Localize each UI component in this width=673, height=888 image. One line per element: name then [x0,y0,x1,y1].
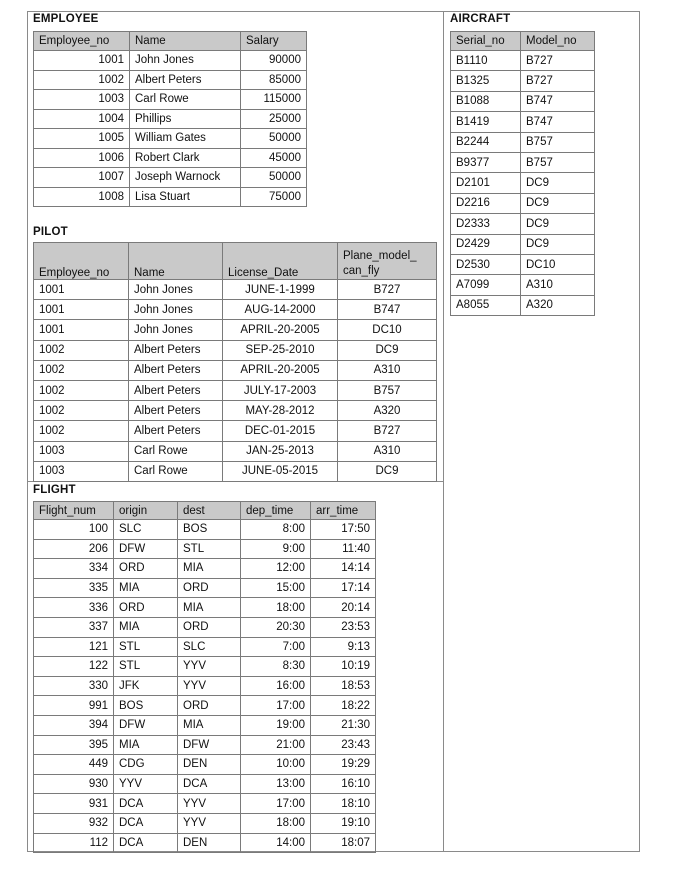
flight-cell-arr-time: 18:53 [311,676,376,696]
employee-row [34,51,307,71]
employee-cell-salary: 50000 [241,129,307,149]
pilot-cell-employee-no: 1002 [34,380,129,400]
aircraft-cell-serial-no: B1325 [451,71,521,91]
flight-cell-arr-time: 17:50 [311,520,376,540]
flight-cell-dest: DEN [178,755,241,775]
flight-row [34,696,376,716]
aircraft-cell-serial-no: A7099 [451,275,521,295]
pilot-row [34,461,437,481]
pilot-row [34,360,437,380]
pilot-cell-license-date: APRIL-20-2005 [223,360,338,380]
pilot-cell-license-date: SEP-25-2010 [223,340,338,360]
aircraft-title: AIRCRAFT [450,13,511,25]
flight-cell-dest: ORD [178,578,241,598]
flight-cell-dest: DFW [178,735,241,755]
flight-cell-flight-num: 336 [34,598,114,618]
pilot-cell-name: Albert Peters [129,340,223,360]
flight-cell-arr-time: 19:10 [311,813,376,833]
flight-cell-dest: SLC [178,637,241,657]
pilot-cell-plane-model: DC9 [338,461,437,481]
employee-cell-salary: 85000 [241,70,307,90]
flight-cell-flight-num: 449 [34,755,114,775]
flight-cell-dep-time: 10:00 [241,755,311,775]
employee-table [33,31,307,207]
pilot-row [34,421,437,441]
flight-cell-flight-num: 932 [34,813,114,833]
aircraft-cell-model-no: B727 [521,71,595,91]
flight-header-origin: origin [114,502,178,520]
aircraft-row [451,193,595,213]
flight-cell-origin: BOS [114,696,178,716]
pilot-row [34,380,437,400]
pilot-cell-license-date: MAY-28-2012 [223,401,338,421]
flight-row [34,617,376,637]
aircraft-row [451,214,595,234]
employee-cell-employee-no: 1008 [34,187,130,207]
flight-cell-dest: DCA [178,774,241,794]
flight-cell-dep-time: 8:00 [241,520,311,540]
pilot-cell-employee-no: 1001 [34,280,129,300]
employee-cell-salary: 75000 [241,187,307,207]
pilot-cell-name: Albert Peters [129,421,223,441]
flight-cell-origin: JFK [114,676,178,696]
flight-cell-origin: SLC [114,520,178,540]
employee-row [34,90,307,110]
flight-cell-flight-num: 206 [34,539,114,559]
flight-cell-flight-num: 991 [34,696,114,716]
flight-cell-flight-num: 335 [34,578,114,598]
aircraft-cell-model-no: B757 [521,132,595,152]
employee-row [34,129,307,149]
flight-cell-dest: YYV [178,794,241,814]
aircraft-header-serial-no: Serial_no [451,32,521,51]
pilot-row [34,280,437,300]
aircraft-cell-serial-no: B2244 [451,132,521,152]
aircraft-table [450,31,595,316]
flight-row [34,715,376,735]
flight-row [34,637,376,657]
flight-row [34,833,376,853]
flight-cell-arr-time: 14:14 [311,559,376,579]
employee-row [34,70,307,90]
flight-cell-dep-time: 9:00 [241,539,311,559]
employee-cell-name: Phillips [130,109,241,129]
pilot-title: PILOT [33,226,68,238]
flight-cell-dep-time: 15:00 [241,578,311,598]
employee-cell-employee-no: 1003 [34,90,130,110]
flight-header-dep-time: dep_time [241,502,311,520]
flight-cell-arr-time: 18:10 [311,794,376,814]
pilot-header-name: Name [129,243,223,280]
flight-cell-origin: DCA [114,794,178,814]
flight-cell-dep-time: 20:30 [241,617,311,637]
aircraft-cell-model-no: B727 [521,51,595,71]
aircraft-cell-serial-no: D2530 [451,254,521,274]
flight-header-dest: dest [178,502,241,520]
flight-cell-origin: DFW [114,539,178,559]
flight-cell-flight-num: 395 [34,735,114,755]
flight-cell-flight-num: 394 [34,715,114,735]
aircraft-row [451,71,595,91]
employee-header-salary: Salary [241,32,307,51]
flight-cell-flight-num: 330 [34,676,114,696]
flight-cell-origin: DCA [114,833,178,853]
pilot-cell-license-date: JAN-25-2013 [223,441,338,461]
pilot-cell-employee-no: 1002 [34,340,129,360]
aircraft-row [451,173,595,193]
employee-cell-salary: 25000 [241,109,307,129]
flight-cell-dest: DEN [178,833,241,853]
pilot-cell-name: John Jones [129,280,223,300]
aircraft-cell-serial-no: A8055 [451,295,521,315]
flight-cell-dep-time: 19:00 [241,715,311,735]
flight-cell-origin: ORD [114,559,178,579]
pilot-cell-license-date: JULY-17-2003 [223,380,338,400]
flight-cell-dep-time: 17:00 [241,696,311,716]
employee-cell-employee-no: 1005 [34,129,130,149]
aircraft-cell-model-no: B757 [521,152,595,172]
pilot-header-employee-no: Employee_no [34,243,129,280]
flight-header-flight-num: Flight_num [34,502,114,520]
employee-row [34,187,307,207]
aircraft-cell-model-no: B747 [521,91,595,111]
flight-cell-origin: STL [114,637,178,657]
pilot-cell-license-date: JUNE-05-2015 [223,461,338,481]
flight-title: FLIGHT [33,484,76,496]
pilot-cell-plane-model: B727 [338,280,437,300]
flight-row [34,774,376,794]
aircraft-row [451,132,595,152]
employee-cell-name: John Jones [130,51,241,71]
aircraft-cell-model-no: DC9 [521,193,595,213]
employee-cell-salary: 90000 [241,51,307,71]
flight-cell-origin: CDG [114,755,178,775]
pilot-row [34,401,437,421]
aircraft-cell-serial-no: B9377 [451,152,521,172]
pilot-cell-license-date: APRIL-20-2005 [223,320,338,340]
aircraft-row [451,112,595,132]
flight-row [34,676,376,696]
employee-row [34,148,307,168]
flight-cell-flight-num: 337 [34,617,114,637]
aircraft-cell-model-no: DC9 [521,234,595,254]
flight-cell-dest: YYV [178,676,241,696]
pilot-table [33,242,437,482]
pilot-cell-employee-no: 1001 [34,300,129,320]
aircraft-cell-serial-no: D2333 [451,214,521,234]
pilot-cell-employee-no: 1002 [34,421,129,441]
flight-cell-origin: STL [114,657,178,677]
aircraft-cell-model-no: DC9 [521,173,595,193]
flight-cell-flight-num: 100 [34,520,114,540]
employee-cell-name: Carl Rowe [130,90,241,110]
flight-cell-flight-num: 334 [34,559,114,579]
employee-row [34,109,307,129]
aircraft-cell-model-no: A310 [521,275,595,295]
pilot-cell-name: John Jones [129,320,223,340]
pilot-cell-employee-no: 1002 [34,401,129,421]
flight-cell-dep-time: 21:00 [241,735,311,755]
flight-cell-dep-time: 7:00 [241,637,311,657]
aircraft-cell-model-no: DC10 [521,254,595,274]
aircraft-cell-serial-no: B1088 [451,91,521,111]
aircraft-cell-model-no: DC9 [521,214,595,234]
employee-cell-salary: 115000 [241,90,307,110]
pilot-cell-plane-model: DC9 [338,340,437,360]
pilot-cell-plane-model: B757 [338,380,437,400]
aircraft-row [451,91,595,111]
flight-cell-dep-time: 12:00 [241,559,311,579]
employee-cell-name: Albert Peters [130,70,241,90]
pilot-cell-employee-no: 1001 [34,320,129,340]
aircraft-cell-serial-no: D2429 [451,234,521,254]
flight-cell-dest: MIA [178,598,241,618]
pilot-cell-license-date: DEC-01-2015 [223,421,338,441]
flight-row [34,794,376,814]
pilot-cell-license-date: JUNE-1-1999 [223,280,338,300]
flight-row [34,520,376,540]
pilot-cell-employee-no: 1003 [34,441,129,461]
aircraft-row [451,254,595,274]
pilot-header-license-date: License_Date [223,243,338,280]
pilot-cell-employee-no: 1003 [34,461,129,481]
flight-row [34,578,376,598]
aircraft-cell-serial-no: D2216 [451,193,521,213]
aircraft-cell-serial-no: D2101 [451,173,521,193]
employee-cell-employee-no: 1001 [34,51,130,71]
employee-cell-employee-no: 1007 [34,168,130,188]
flight-cell-dest: ORD [178,696,241,716]
pilot-cell-license-date: AUG-14-2000 [223,300,338,320]
flight-cell-arr-time: 18:07 [311,833,376,853]
aircraft-cell-serial-no: B1110 [451,51,521,71]
pilot-row [34,320,437,340]
employee-cell-employee-no: 1002 [34,70,130,90]
aircraft-row [451,234,595,254]
flight-table [33,501,376,853]
flight-cell-dep-time: 14:00 [241,833,311,853]
flight-cell-dep-time: 8:30 [241,657,311,677]
pilot-cell-name: Albert Peters [129,360,223,380]
pilot-cell-name: Carl Rowe [129,441,223,461]
pilot-row [34,441,437,461]
flight-cell-dep-time: 13:00 [241,774,311,794]
pilot-cell-plane-model: A310 [338,360,437,380]
employee-cell-name: Joseph Warnock [130,168,241,188]
employee-header-name: Name [130,32,241,51]
flight-cell-dest: MIA [178,715,241,735]
aircraft-row [451,51,595,71]
pilot-cell-plane-model: B727 [338,421,437,441]
flight-cell-arr-time: 11:40 [311,539,376,559]
flight-cell-flight-num: 121 [34,637,114,657]
flight-cell-dest: ORD [178,617,241,637]
flight-cell-dest: YYV [178,657,241,677]
flight-cell-origin: DFW [114,715,178,735]
flight-row [34,755,376,775]
employee-cell-name: William Gates [130,129,241,149]
employee-cell-salary: 45000 [241,148,307,168]
employee-cell-name: Robert Clark [130,148,241,168]
flight-row [34,559,376,579]
flight-row [34,539,376,559]
flight-cell-flight-num: 931 [34,794,114,814]
pilot-row [34,300,437,320]
pilot-cell-name: John Jones [129,300,223,320]
employee-cell-salary: 50000 [241,168,307,188]
flight-cell-dest: BOS [178,520,241,540]
employee-title: EMPLOYEE [33,13,99,25]
flight-cell-arr-time: 16:10 [311,774,376,794]
flight-cell-origin: YYV [114,774,178,794]
flight-cell-origin: MIA [114,735,178,755]
pilot-header-plane-model-can-fly: Plane_model_ can_fly [338,243,437,280]
pilot-cell-plane-model: A320 [338,401,437,421]
flight-row [34,657,376,677]
pilot-row [34,340,437,360]
flight-cell-arr-time: 20:14 [311,598,376,618]
aircraft-header-model-no: Model_no [521,32,595,51]
flight-cell-dest: MIA [178,559,241,579]
flight-row [34,813,376,833]
flight-cell-dep-time: 18:00 [241,813,311,833]
pilot-cell-plane-model: DC10 [338,320,437,340]
aircraft-cell-model-no: A320 [521,295,595,315]
flight-header-arr-time: arr_time [311,502,376,520]
employee-cell-employee-no: 1006 [34,148,130,168]
flight-row [34,598,376,618]
pilot-cell-name: Carl Rowe [129,461,223,481]
employee-cell-employee-no: 1004 [34,109,130,129]
flight-cell-flight-num: 112 [34,833,114,853]
flight-row [34,735,376,755]
pilot-cell-plane-model: A310 [338,441,437,461]
aircraft-row [451,275,595,295]
pilot-cell-plane-model: B747 [338,300,437,320]
flight-cell-arr-time: 21:30 [311,715,376,735]
pilot-cell-name: Albert Peters [129,401,223,421]
flight-cell-flight-num: 930 [34,774,114,794]
aircraft-cell-model-no: B747 [521,112,595,132]
flight-cell-arr-time: 18:22 [311,696,376,716]
flight-cell-origin: DCA [114,813,178,833]
flight-cell-arr-time: 19:29 [311,755,376,775]
employee-row [34,168,307,188]
flight-cell-origin: MIA [114,578,178,598]
flight-cell-dep-time: 18:00 [241,598,311,618]
flight-cell-arr-time: 9:13 [311,637,376,657]
flight-cell-origin: MIA [114,617,178,637]
aircraft-cell-serial-no: B1419 [451,112,521,132]
flight-cell-arr-time: 17:14 [311,578,376,598]
flight-cell-arr-time: 23:53 [311,617,376,637]
employee-cell-name: Lisa Stuart [130,187,241,207]
flight-cell-arr-time: 23:43 [311,735,376,755]
employee-header-employee-no: Employee_no [34,32,130,51]
flight-cell-dest: STL [178,539,241,559]
flight-cell-arr-time: 10:19 [311,657,376,677]
aircraft-row [451,295,595,315]
pilot-cell-name: Albert Peters [129,380,223,400]
flight-cell-dep-time: 17:00 [241,794,311,814]
aircraft-row [451,152,595,172]
flight-cell-flight-num: 122 [34,657,114,677]
flight-cell-dest: YYV [178,813,241,833]
flight-cell-origin: ORD [114,598,178,618]
flight-cell-dep-time: 16:00 [241,676,311,696]
pilot-cell-employee-no: 1002 [34,360,129,380]
